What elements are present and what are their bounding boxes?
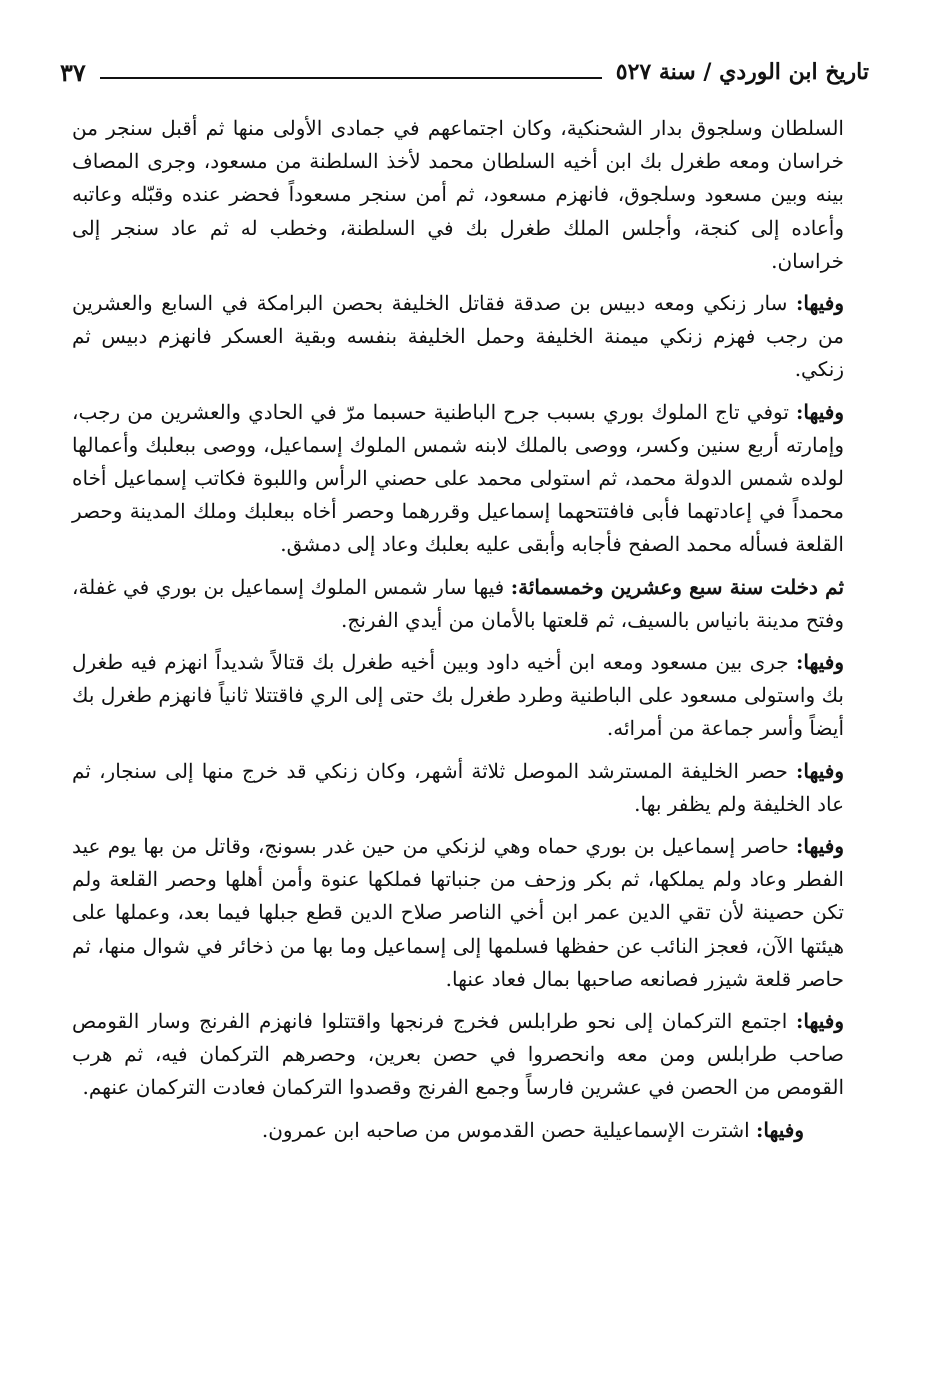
paragraph-text: اجتمع التركمان إلى نحو طرابلس فخرج فرنجها واقتتلوا فانهزم الفرنج وسار القومص صاحب طرابلس ومن معه وانحصروا في حصن بعرين، وحصرهم التركمان فيه، ثم هرب القومص من الحصن في عشرين فارساً وجمع الفرنج وقصدوا التركمان فعادت التركمان عنهم. bbox=[72, 1009, 844, 1100]
paragraph bbox=[72, 830, 844, 996]
paragraph-text: جرى بين مسعود ومعه ابن أخيه داود وبين أخيه طغرل بك قتالاً شديداً انهزم فيه طغرل بك واستولى مسعود على الباطنية وطرد طغرل بك حتى إلى الري فاقتتلا ثانياً فانهزم طغرل بك أيضاً وأسر جماعة من أمرائه. bbox=[72, 650, 844, 741]
paragraph-text: فيها سار شمس الملوك إسماعيل بن بوري في غفلة، وفتح مدينة بانياس بالسيف، ثم قلعتها بالأمان من أيدي الفرنج. bbox=[72, 574, 844, 632]
running-title: تاريخ ابن الوردي / سنة ٥٢٧ bbox=[615, 59, 869, 85]
paragraph-text: توفي تاج الملوك بوري بسبب جرح الباطنية حسبما مرّ في الحادي والعشرين من رجب، وإمارته أربع سنين وكسر، ووصى بالملك لابنه شمس الملوك إسماعيل، ووصى ببعلبك وأعمالها لولده شمس الدولة محمد، ثم استولى محمد على حصني الرأس واللبوة فكاتب إسماعيل أخاه محمداً في إعادتهما فأبى فافتتحهما إسماعيل وقررهما وحصر أخاه ببعلبك وملك المدينة وحصر القلعة فسأله محمد الصفح فأجابه وأبقى عليه بعلبك وعاد إلى دمشق. bbox=[72, 399, 844, 557]
paragraph bbox=[72, 287, 844, 387]
paragraph-lead: وفيها: bbox=[796, 834, 844, 859]
paragraph-text: حصر الخليفة المسترشد الموصل ثلاثة أشهر، وكان زنكي قد خرج منها إلى سنجار، ثم عاد الخليفة ولم يظفر بها. bbox=[72, 758, 844, 816]
page-body bbox=[72, 112, 844, 1156]
paragraph-text: السلطان وسلجوق بدار الشحنكية، وكان اجتماعهم في جمادى الأولى منها ثم أقبل سنجر من خراسان ومعه طغرل بك ابن أخيه السلطان محمد لأخذ السلطنة من مسعود، وجرى المصاف بينه وبين مسعود وسلجوق، فانهزم مسعود، ثم أمن سنجر مسعوداً فحضر عنده وقبّله وعاتبه وأعاده إلى كنجة، وأجلس الملك طغرل بك في السلطنة، وخطب له ثم عاد سنجر إلى خراسان. bbox=[72, 116, 844, 273]
paragraph-text: سار زنكي ومعه دبيس بن صدقة فقاتل الخليفة بحصن البرامكة في السابع والعشرين من رجب فهزم زنكي ميمنة الخليفة وحمل الخليفة بنفسه وبقية العسكر فانهزم دبيس ثم زنكي. bbox=[72, 291, 844, 382]
paragraph bbox=[72, 112, 844, 278]
paragraph-lead: وفيها: bbox=[756, 1117, 804, 1142]
paragraph-text: حاصر إسماعيل بن بوري حماه وهي لزنكي من حين غدر بسونج، وقاتل من بها يوم عيد الفطر وعاد ولم يملكها، ثم بكر وزحف من جنباتها فملكها عنوة وأمن أهلها وحصر القلعة ولم تكن حصينة لأن تقي الدين عمر ابن أخي الناصر صلاح الدين قطع جبلها فيما بعد، وعملها على هيئتها الآن، فعجز النائب عن حفظها فسلمها إلى إسماعيل وما بها من ذخائر في شوال منها، ثم حاصر قلعة شيزر فصانعه صاحبها بمال فعاد عنها. bbox=[72, 834, 844, 991]
paragraph-lead: وفيها: bbox=[796, 650, 844, 675]
paragraph bbox=[72, 571, 844, 637]
paragraph-lead: وفيها: bbox=[796, 291, 844, 316]
paragraph-lead: وفيها: bbox=[796, 758, 844, 783]
paragraph bbox=[72, 1114, 844, 1147]
paragraph-lead: ثم دخلت سنة سبع وعشرين وخمسمائة: bbox=[510, 574, 845, 599]
paragraph bbox=[72, 755, 844, 821]
paragraph bbox=[72, 1005, 844, 1105]
header-rule bbox=[100, 77, 602, 79]
paragraph bbox=[72, 646, 844, 746]
paragraph-lead: وفيها: bbox=[796, 1009, 844, 1034]
paragraph-lead: وفيها: bbox=[796, 399, 844, 424]
page-header bbox=[60, 52, 869, 92]
page-number: ٣٧ bbox=[60, 57, 86, 87]
paragraph bbox=[72, 396, 844, 562]
paragraph-text: اشترت الإسماعيلية حصن القدموس من صاحبه ابن عمرون. bbox=[261, 1117, 757, 1142]
